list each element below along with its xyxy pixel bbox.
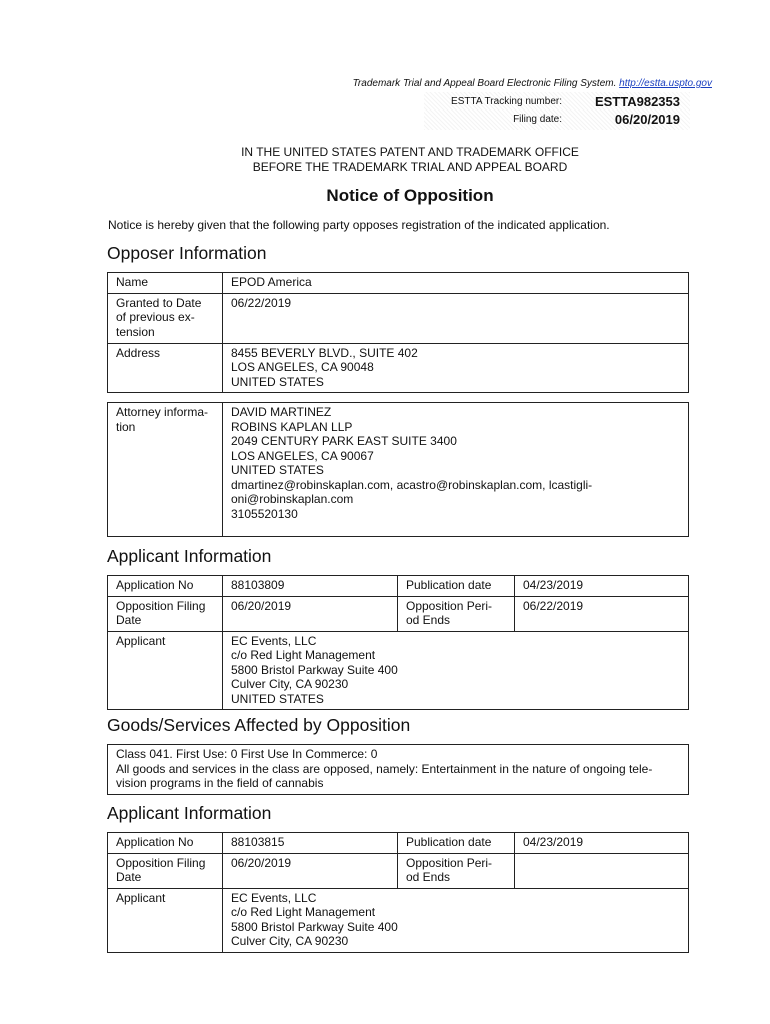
granted-label: Granted to Date of previous ex- tension	[108, 293, 223, 343]
tracking-row	[424, 92, 690, 112]
applicant-table-1	[107, 575, 689, 710]
system-header	[300, 78, 712, 89]
table-row	[108, 745, 689, 795]
opposition-period-value: 06/22/2019	[515, 596, 689, 631]
opposition-period-value	[515, 853, 689, 888]
publication-date-label: Publication date	[398, 833, 515, 854]
court-line-1: IN THE UNITED STATES PATENT AND TRADEMARK OFFICE	[241, 145, 579, 159]
attorney-value: DAVID MARTINEZ ROBINS KAPLAN LLP 2049 CENTURY PARK EAST SUITE 3400 LOS ANGELES, CA 90067 UNITED STATES dmartinez@robinskaplan.com, acastro@robinskaplan.com, lcastigli- oni@robinskaplan.com 3105520130	[223, 403, 689, 537]
applicant-table-2	[107, 832, 689, 953]
granted-value: 06/22/2019	[223, 293, 689, 343]
opposer-table	[107, 272, 689, 393]
tracking-label: ESTTA Tracking number:	[451, 96, 562, 107]
page-title: Notice of Opposition	[326, 186, 494, 205]
application-no-value: 88103815	[223, 833, 398, 854]
table-row	[108, 631, 689, 710]
applicant-heading-2: Applicant Information	[107, 803, 272, 823]
table-row	[108, 343, 689, 393]
filing-date-row	[424, 110, 690, 130]
opposition-filing-label: Opposition Filing Date	[108, 596, 223, 631]
table-row	[108, 833, 689, 854]
table-row	[108, 403, 689, 537]
applicant-label: Applicant	[108, 888, 223, 952]
table-row	[108, 853, 689, 888]
address-value: 8455 BEVERLY BLVD., SUITE 402 LOS ANGELES, CA 90048 UNITED STATES	[223, 343, 689, 393]
opposition-period-label: Opposition Peri- od Ends	[398, 596, 515, 631]
goods-table	[107, 744, 689, 795]
name-value: EPOD America	[223, 273, 689, 294]
table-row	[108, 576, 689, 597]
opposition-filing-value: 06/20/2019	[223, 853, 398, 888]
goods-description: Class 041. First Use: 0 First Use In Commerce: 0 All goods and services in the class are opposed, namely: Entertainment in the nature of ongoing tele- vision programs in the field of cannabis	[108, 745, 689, 795]
attorney-table	[107, 402, 689, 537]
intro-text: Notice is hereby given that the following party opposes registration of the indicated application.	[108, 218, 610, 232]
applicant-value: EC Events, LLC c/o Red Light Management 5800 Bristol Parkway Suite 400 Culver City, CA 90230	[223, 888, 689, 952]
application-no-value: 88103809	[223, 576, 398, 597]
opposition-filing-label: Opposition Filing Date	[108, 853, 223, 888]
name-label: Name	[108, 273, 223, 294]
application-no-label: Application No	[108, 576, 223, 597]
table-row	[108, 273, 689, 294]
publication-date-label: Publication date	[398, 576, 515, 597]
court-line-2: BEFORE THE TRADEMARK TRIAL AND APPEAL BOARD	[252, 160, 568, 174]
applicant-value: EC Events, LLC c/o Red Light Management 5800 Bristol Parkway Suite 400 Culver City, CA 90230 UNITED STATES	[223, 631, 689, 710]
filing-date-value: 06/20/2019	[614, 112, 680, 127]
opposition-filing-value: 06/20/2019	[223, 596, 398, 631]
applicant-label: Applicant	[108, 631, 223, 710]
goods-heading: Goods/Services Affected by Opposition	[107, 715, 411, 735]
filing-date-label: Filing date:	[513, 114, 562, 125]
publication-date-value: 04/23/2019	[515, 576, 689, 597]
application-no-label: Application No	[108, 833, 223, 854]
tracking-number: ESTTA982353	[594, 94, 680, 109]
publication-date-value: 04/23/2019	[515, 833, 689, 854]
opposition-period-label: Opposition Peri- od Ends	[398, 853, 515, 888]
opposer-heading: Opposer Information	[107, 243, 267, 263]
address-label: Address	[108, 343, 223, 393]
system-name: Trademark Trial and Appeal Board Electronic Filing System.	[352, 78, 617, 89]
table-row	[108, 888, 689, 952]
applicant-heading-1: Applicant Information	[107, 546, 272, 566]
table-row	[108, 596, 689, 631]
table-row	[108, 293, 689, 343]
attorney-label: Attorney informa- tion	[108, 403, 223, 537]
estta-link[interactable]: http://estta.uspto.gov	[619, 78, 712, 89]
